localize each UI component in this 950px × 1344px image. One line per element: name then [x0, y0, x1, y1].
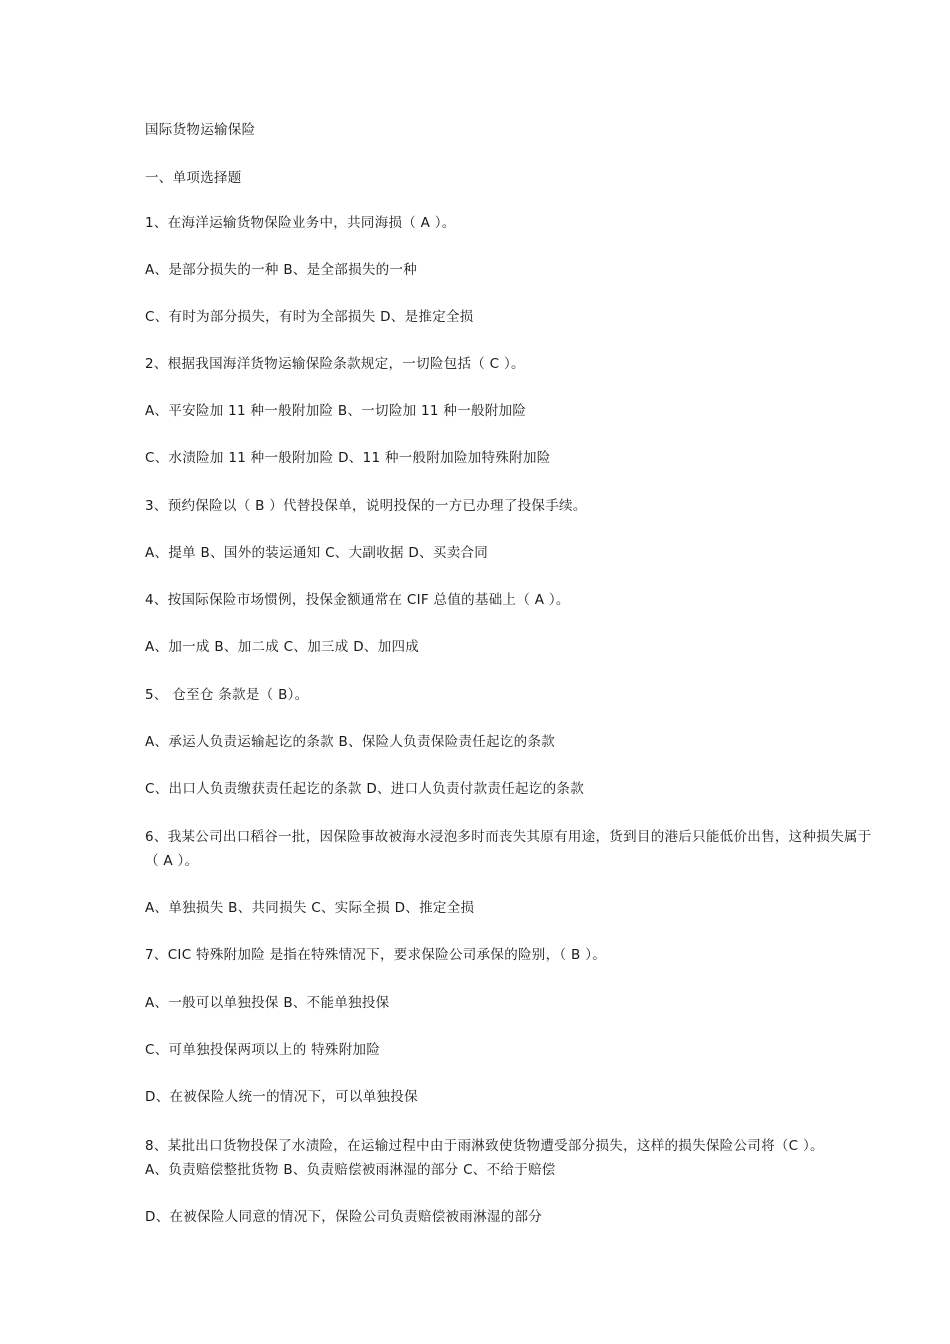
question-4-options: A、加一成 B、加二成 C、加三成 D、加四成 — [145, 639, 420, 655]
question-5-options-ab: A、承运人负责运输起讫的条款 B、保险人负责保险责任起讫的条款 — [145, 734, 556, 750]
question-2-options-cd: C、水渍险加 11 种一般附加险 D、11 种一般附加险加特殊附加险 — [145, 450, 551, 466]
question-7: 7、CIC 特殊附加险 是指在特殊情况下，要求保险公司承保的险别，（ B ）。 — [145, 947, 607, 963]
question-1-options-ab: A、是部分损失的一种 B、是全部损失的一种 — [145, 262, 418, 278]
question-5: 5、 仓至仓 条款是（ B）。 — [145, 687, 309, 703]
question-1-options-cd: C、有时为部分损失，有时为全部损失 D、是推定全损 — [145, 309, 474, 325]
question-4: 4、按国际保险市场惯例，投保金额通常在 CIF 总值的基础上（ A ）。 — [145, 592, 570, 608]
question-6-options: A、单独损失 B、共同损失 C、实际全损 D、推定全损 — [145, 900, 475, 916]
question-3-options: A、提单 B、国外的装运通知 C、大副收据 D、买卖合同 — [145, 545, 489, 561]
question-1: 1、在海洋运输货物保险业务中，共同海损（ A ）。 — [145, 215, 456, 231]
question-3: 3、预约保险以（ B ）代替投保单，说明投保的一方已办理了投保手续。 — [145, 498, 587, 514]
question-2-options-ab: A、平安险加 11 种一般附加险 B、一切险加 11 种一般附加险 — [145, 403, 527, 419]
question-5-options-cd: C、出口人负责缴获责任起讫的条款 D、进口人负责付款责任起讫的条款 — [145, 781, 585, 797]
question-7-options-ab: A、一般可以单独投保 B、不能单独投保 — [145, 995, 390, 1011]
question-7-option-d: D、在被保险人统一的情况下，可以单独投保 — [145, 1089, 418, 1105]
question-8-option-d: D、在被保险人同意的情况下，保险公司负责赔偿被雨淋湿的部分 — [145, 1209, 543, 1225]
question-6: 6、我某公司出口稻谷一批，因保险事故被海水浸泡多时而丧失其原有用途，货到目的港后只能低价出售，这种损失属于（ A ）。 — [145, 829, 872, 869]
question-7-option-c: C、可单独投保两项以上的 特殊附加险 — [145, 1042, 381, 1058]
question-8: 8、某批出口货物投保了水渍险，在运输过程中由于雨淋致使货物遭受部分损失，这样的损失保险公司将（C ）。 A、负责赔偿整批货物 B、负责赔偿被雨淋湿的部分 C、不给于赔偿 — [145, 1138, 824, 1178]
section-heading: 一、单项选择题 — [145, 170, 242, 186]
question-2: 2、根据我国海洋货物运输保险条款规定，一切险包括（ C ）。 — [145, 356, 525, 372]
document-title: 国际货物运输保险 — [145, 122, 256, 138]
